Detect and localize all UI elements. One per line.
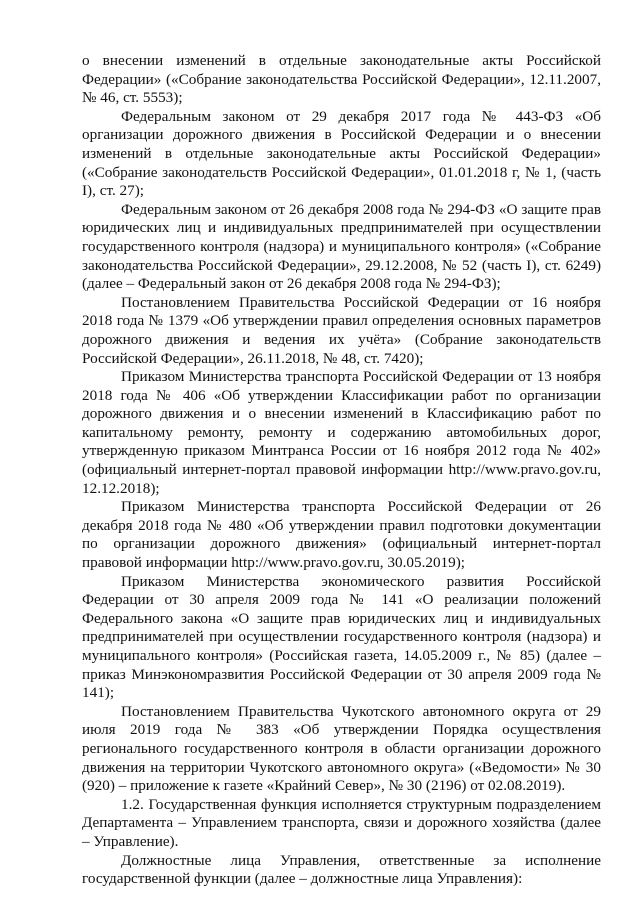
paragraph-chukotka-decree-383: Постановлением Правительства Чукотского автономного округа от 29 июля 2019 года № 383 «Об утверждении Порядка осуществления регионального государственного контроля в области организации дорожного движения на территории Чукотского автономного округа» («Ведомости» № 30 (920) – приложение к газете «Крайний Север», № 30 (2196) от 02.08.2019).: [82, 702, 601, 795]
paragraph-section-1-2: 1.2. Государственная функция исполняется структурным подразделением Департамента – Управлением транспорта, связи и дорожного хозяйства (далее – Управление).: [82, 795, 601, 850]
paragraph-transport-order-406: Приказом Министерства транспорта Российской Федерации от 13 ноября 2018 года № 406 «Об утверждении Классификации работ по организации дорожного движения и о внесении изменений в Классификацию работ по капитальному ремонту, ремонту и содержанию автомобильных дорог, утвержденную приказом Минтранса России от 16 ноября 2012 года № 402» (официальный интернет-портал правовой информации http://www.pravo.gov.ru, 12.12.2018);: [82, 368, 601, 497]
paragraph-federal-law-294: Федеральным законом от 26 декабря 2008 года № 294-ФЗ «О защите прав юридических лиц и индивидуальных предпринимателей при осуществлении государственного контроля (надзора) и муниципального контроля» («Собрание законодательства Российской Федерации», 29.12.2008, № 52 (часть I), ст. 6249) (далее – Федеральный закон от 26 декабря 2008 года № 294-ФЗ);: [82, 200, 601, 293]
paragraph-officials: Должностные лица Управления, ответственные за исполнение государственной функции (далее – должностные лица Управления):: [82, 851, 601, 888]
paragraph-law-amendments-continuation: о внесении изменений в отдельные законодательные акты Российской Федерации» («Собрание законодательства Российской Федерации», 12.11.2007, № 46, ст. 5553);: [82, 52, 601, 107]
paragraph-transport-order-480: Приказом Министерства транспорта Российской Федерации от 26 декабря 2018 года № 480 «Об утверждении правил подготовки документации по организации дорожного движения» (официальный интернет-портал правовой информации http://www.pravo.gov.ru, 30.05.2019);: [82, 498, 601, 572]
paragraph-economy-order-141: Приказом Министерства экономического развития Российской Федерации от 30 апреля 2009 года № 141 «О реализации положений Федерального закона «О защите прав юридических лиц и индивидуальных предпринимателей при осуществлении государственного контроля (надзора) и муниципального контроля» (Российская газета, 14.05.2009 г., № 85) (далее – приказ Минэкономразвития Российской Федерации от 30 апреля 2009 года № 141);: [82, 572, 601, 702]
paragraph-government-decree-1379: Постановлением Правительства Российской Федерации от 16 ноября 2018 года № 1379 «Об утверждении правил определения основных параметров дорожного движения и ведения их учёта» (Собрание законодательств Российской Федерации», 26.11.2018, № 48, ст. 7420);: [82, 293, 601, 367]
paragraph-federal-law-443: Федеральным законом от 29 декабря 2017 года № 443-ФЗ «Об организации дорожного движения в Российской Федерации и о внесении изменений в отдельные законодательные акты Российской Федерации» («Собрание законодательств Российской Федерации», 01.01.2018 г, № 1, (часть I), ст. 27);: [82, 107, 601, 200]
document-page: [82, 52, 601, 889]
